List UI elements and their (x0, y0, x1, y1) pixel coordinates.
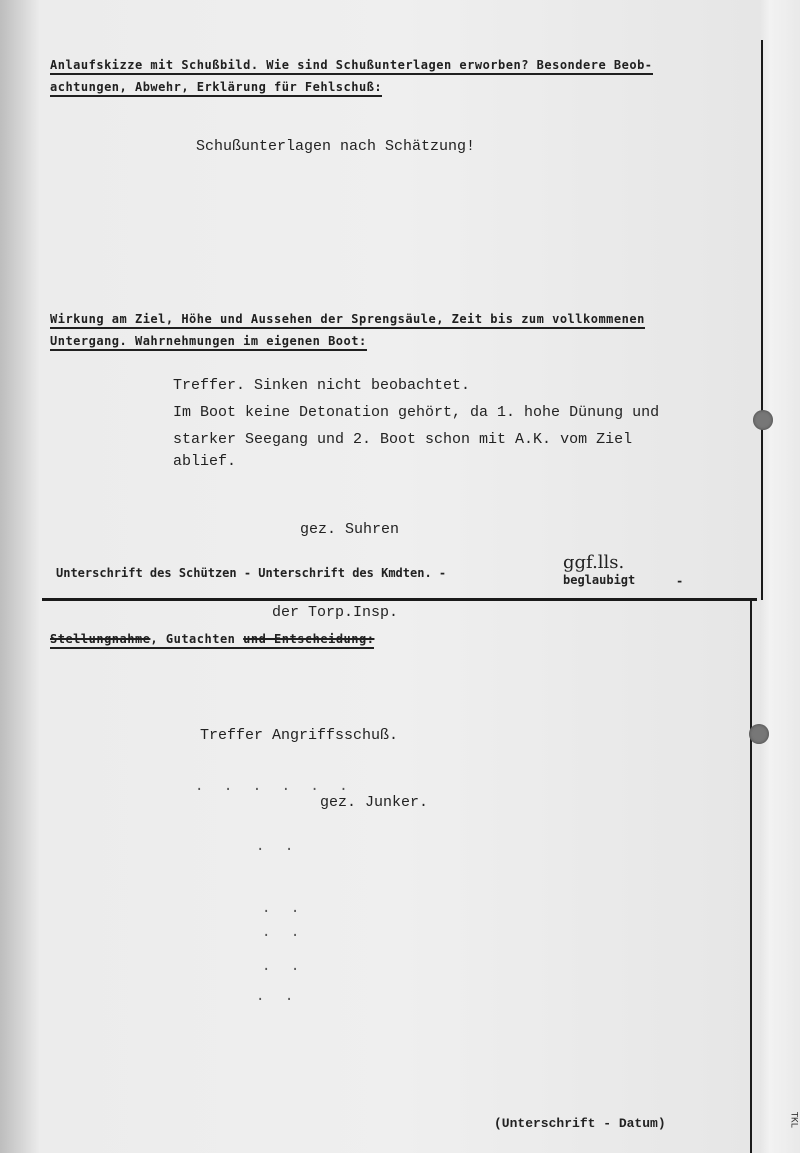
signature-row-right (563, 573, 635, 587)
bleed-through-dots: . . (256, 988, 300, 1004)
section2-heading-line2: Untergang. Wahrnehmungen im eigenen Boot: (50, 334, 367, 348)
signed-by-junker: gez. Junker. (320, 794, 429, 811)
struck-entscheidung: und Entscheidung: (243, 632, 375, 646)
side-mark: TKL (788, 1111, 798, 1128)
section3-body: Treffer Angriffsschuß. (200, 727, 399, 744)
signature-row (56, 566, 446, 580)
section1-heading-line1: Anlaufskizze mit Schußbild. Wie sind Schußunterlagen erworben? Besondere Beob- (50, 58, 653, 72)
punch-hole-icon (749, 724, 769, 744)
signature-date-label: (Unterschrift - Datum) (494, 1116, 666, 1131)
bleed-through-dots: . . (256, 838, 300, 854)
bleed-through-dots: . . (262, 900, 306, 916)
bleed-through-dots: . . (262, 924, 306, 940)
section2-body-line: Im Boot keine Detonation gehört, da 1. hohe Dünung und (173, 404, 660, 421)
section1-heading-line2: achtungen, Abwehr, Erklärung für Fehlschuß: (50, 80, 382, 94)
section1-body: Schußunterlagen nach Schätzung! (196, 138, 476, 155)
section3-heading (50, 632, 374, 646)
bleed-through-dots: . . . . . . (195, 778, 354, 794)
right-margin-line-lower (750, 600, 752, 1153)
section2-body-line: ablief. (173, 453, 237, 470)
signature-row-dash: - (676, 574, 684, 588)
section2-body-line: starker Seegang und 2. Boot schon mit A.K. vom Ziel (173, 431, 633, 448)
section-divider (42, 598, 757, 601)
bleed-through-dots: . . (262, 958, 306, 974)
beglaubigt-label: beglaubigt (563, 573, 636, 587)
section2-body-line: Treffer. Sinken nicht beobachtet. (173, 377, 471, 394)
gutachten-label: , Gutachten (150, 632, 244, 646)
struck-stellungnahme: Stellungnahme (50, 632, 151, 646)
right-margin-line (761, 40, 763, 600)
punch-hole-icon (753, 410, 773, 430)
signed-by-suhren: gez. Suhren (300, 521, 400, 538)
handwritten-ggflls: ggf.lls. (563, 552, 625, 573)
torp-insp-label: der Torp.Insp. (272, 604, 399, 621)
signature-row-left: Unterschrift des Schützen - Unterschrift des Kmdten. - (56, 566, 447, 580)
section2-heading-line1: Wirkung am Ziel, Höhe und Aussehen der Sprengsäule, Zeit bis zum vollkommenen (50, 312, 645, 326)
